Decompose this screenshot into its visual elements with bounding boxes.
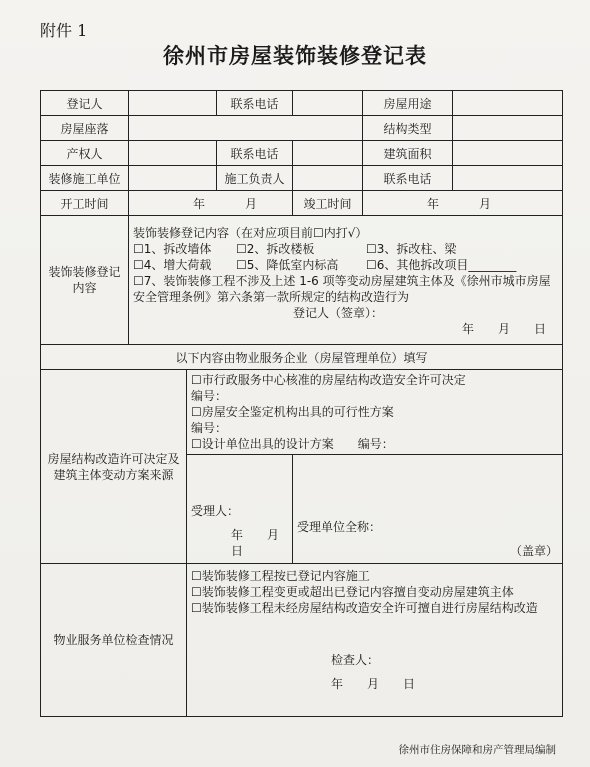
option-lower-elevation[interactable]: ☐5、降低室内标高 — [236, 258, 339, 272]
building-area-label: 建筑面积 — [363, 141, 453, 166]
start-time-value[interactable] — [129, 191, 293, 216]
form-row-property-header — [41, 345, 563, 370]
house-location-label: 房屋座落 — [41, 116, 129, 141]
structure-type-label: 结构类型 — [363, 116, 453, 141]
owner-phone-value[interactable] — [293, 141, 363, 166]
source-appraisal-number[interactable]: 编号： — [191, 421, 228, 435]
registrant-date: 年 月 日 — [461, 322, 546, 336]
inspection-label: 物业服务单位检查情况 — [41, 564, 187, 717]
structure-type-value[interactable] — [453, 116, 563, 141]
contractor-phone-value[interactable] — [453, 166, 563, 191]
end-year-label: 年 — [427, 196, 440, 211]
content-cell — [129, 216, 563, 345]
option-no-structural-change[interactable]: ☐7、装饰装修工程不涉及上述 1-6 项等变动房屋建筑主体及《徐州市城市房屋安全管理条例》第六条第一款所规定的结构改造行为 — [133, 274, 551, 304]
registrant-value[interactable] — [129, 91, 217, 116]
contractor-phone-label: 联系电话 — [363, 166, 453, 191]
registration-form — [40, 90, 563, 717]
end-month-label: 月 — [479, 196, 492, 211]
inspection-option-unauthorized-change[interactable]: ☐装饰装修工程变更或超出已登记内容擅自变动房屋建筑主体 — [191, 585, 514, 599]
form-row-location — [41, 116, 563, 141]
end-time-label: 竣工时间 — [293, 191, 363, 216]
inspection-option-compliant[interactable]: ☐装饰装修工程按已登记内容施工 — [191, 569, 370, 583]
source-label: 房屋结构改造许可决定及建筑主体变动方案来源 — [41, 370, 187, 564]
content-label: 装饰装修登记内容 — [41, 216, 129, 345]
source-design-row — [191, 436, 558, 452]
option-increase-load[interactable]: ☐4、增大荷载 — [133, 258, 212, 272]
receiver-cell — [187, 455, 304, 564]
house-use-value[interactable] — [453, 91, 563, 116]
contractor-label: 装修施工单位 — [41, 166, 129, 191]
attachment-label: 附件 1 — [40, 21, 88, 40]
inspection-option-no-permit[interactable]: ☐装饰装修工程未经房屋结构改造安全许可擅自进行房屋结构改造 — [191, 601, 538, 615]
contractor-value[interactable] — [129, 166, 217, 191]
end-time-value[interactable] — [363, 191, 563, 216]
option-other-changes[interactable]: ☐6、其他拆改项目________ — [366, 258, 517, 272]
house-location-value[interactable] — [129, 116, 363, 141]
owner-phone-label: 联系电话 — [217, 141, 293, 166]
receiving-unit-label[interactable]: 受理单位全称： — [297, 520, 382, 534]
form-row-content — [41, 216, 563, 345]
source-design-number[interactable]: 编号： — [357, 437, 394, 451]
source-options — [187, 370, 563, 455]
building-area-value[interactable] — [453, 141, 563, 166]
form-row-dates — [41, 191, 563, 216]
house-use-label: 房屋用途 — [363, 91, 453, 116]
receiver-date: 年 月 日 — [231, 528, 304, 558]
inspector-label[interactable]: 检查人： — [331, 653, 380, 667]
source-option-admin-permit[interactable]: ☐市行政服务中心核准的房屋结构改造安全许可决定 — [191, 373, 466, 387]
options-row-1 — [133, 241, 558, 257]
construction-lead-value[interactable] — [293, 166, 363, 191]
footer-issuer: 徐州市住房保障和房产管理局编制 — [398, 744, 556, 756]
content-header: 装饰装修登记内容（在对应项目前☐内打√） — [133, 226, 368, 240]
page-title: 徐州市房屋装饰装修登记表 — [163, 43, 427, 68]
option-demolish-floor[interactable]: ☐2、拆改楼板 — [236, 242, 315, 256]
inspection-cell — [187, 564, 563, 717]
contact-phone-value[interactable] — [293, 91, 363, 116]
options-row-2 — [133, 257, 558, 273]
contact-phone-label: 联系电话 — [217, 91, 293, 116]
source-permit-number[interactable]: 编号： — [191, 389, 228, 403]
seal-label: （盖章） — [509, 544, 558, 558]
inspection-date: 年 月 日 — [331, 677, 416, 691]
option-demolish-column[interactable]: ☐3、拆改柱、梁 — [366, 242, 457, 256]
owner-label: 产权人 — [41, 141, 129, 166]
receiver-label[interactable]: 受理人： — [191, 504, 240, 518]
registrant-label: 登记人 — [41, 91, 129, 116]
registrant-signature: 登记人（签章）： — [293, 306, 384, 320]
source-option-appraisal[interactable]: ☐房屋安全鉴定机构出具的可行性方案 — [191, 405, 394, 419]
form-row-registrant — [41, 91, 563, 116]
form-row-contractor — [41, 166, 563, 191]
owner-value[interactable] — [129, 141, 217, 166]
construction-lead-label: 施工负责人 — [217, 166, 293, 191]
receiving-unit-cell — [293, 455, 563, 564]
source-option-design[interactable]: ☐设计单位出具的设计方案 — [191, 437, 334, 451]
start-month-label: 月 — [245, 196, 258, 211]
start-time-label: 开工时间 — [41, 191, 129, 216]
form-row-owner — [41, 141, 563, 166]
property-header: 以下内容由物业服务企业（房屋管理单位）填写 — [41, 345, 563, 370]
form-row-inspection — [41, 564, 563, 717]
option-demolish-wall[interactable]: ☐1、拆改墙体 — [133, 242, 212, 256]
form-row-source — [41, 370, 563, 455]
start-year-label: 年 — [193, 196, 206, 211]
